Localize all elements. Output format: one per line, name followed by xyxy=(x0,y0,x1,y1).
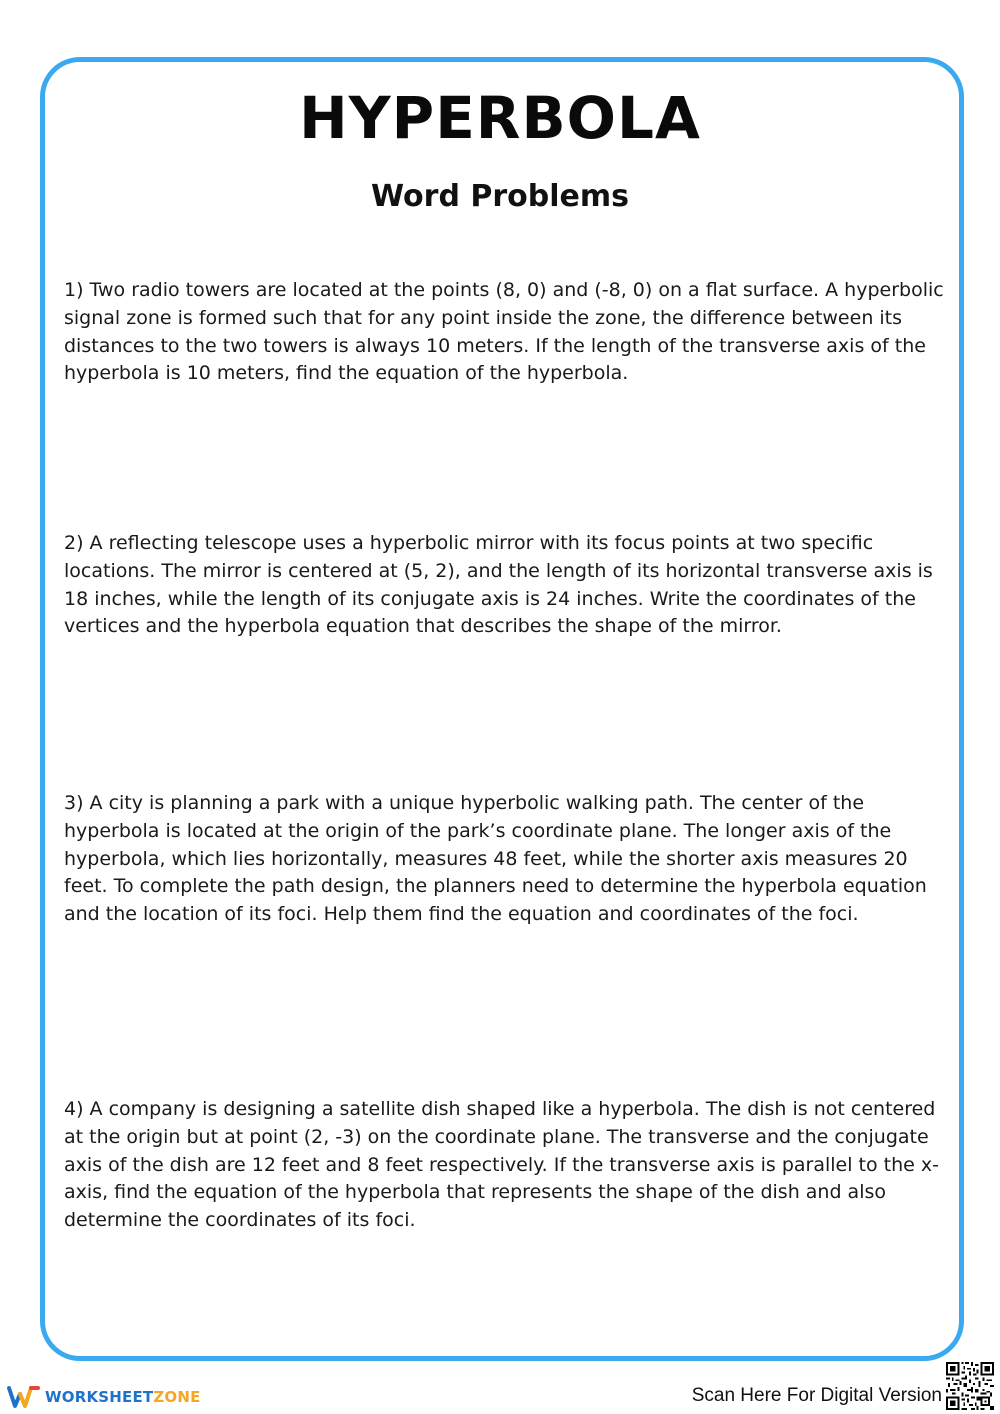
worksheetzone-logo[interactable] xyxy=(7,1383,201,1411)
problem-3: 3) A city is planning a park with a unique hyperbolic walking path. The center of the hyperbola is located at the origin of the park’s coordinate plane. The longer axis of the hyperbola, which lies horizontally, measures 48 feet, while the shorter axis measures 20 feet. To complete the path design, the planners need to determine the hyperbola equation and the location of its foci. Help them find the equation and coordinates of the foci. xyxy=(64,792,927,926)
page-title: HYPERBOLA xyxy=(299,84,701,152)
logo-text xyxy=(45,1388,201,1406)
problem-2: 2) A reflecting telescope uses a hyperbolic mirror with its focus points at two specific locations. The mirror is centered at (5, 2), and the length of its horizontal transverse axis is 18 inches, while the length of its conjugate axis is 24 inches. Write the coordinates of the vertices and the hyperbola equation that describes the shape of the mirror. xyxy=(64,532,933,638)
page-subtitle: Word Problems xyxy=(371,179,629,214)
scan-instruction: Scan Here For Digital Version xyxy=(691,1385,942,1406)
problem-1: 1) Two radio towers are located at the points (8, 0) and (-8, 0) on a flat surface. A hyperbolic signal zone is formed such that for any point inside the zone, the difference between its distances to the two towers is always 10 meters. If the length of the transverse axis of the hyperbola is 10 meters, find the equation of the hyperbola. xyxy=(64,279,944,385)
worksheetzone-logo-icon xyxy=(7,1384,41,1410)
problem-4: 4) A company is designing a satellite dish shaped like a hyperbola. The dish is not centered at the origin but at point (2, -3) on the coordinate plane. The transverse and the conjugate axis of the dish are 12 feet and 8 feet respectively. If the transverse axis is parallel to the x-axis, find the equation of the hyperbola that represents the shape of the dish and also determine the coordinates of its foci. xyxy=(64,1098,939,1232)
logo-word-worksheet: WORKSHEET xyxy=(45,1388,154,1406)
logo-word-zone: ZONE xyxy=(153,1388,201,1406)
qr-code-icon[interactable] xyxy=(946,1362,994,1410)
